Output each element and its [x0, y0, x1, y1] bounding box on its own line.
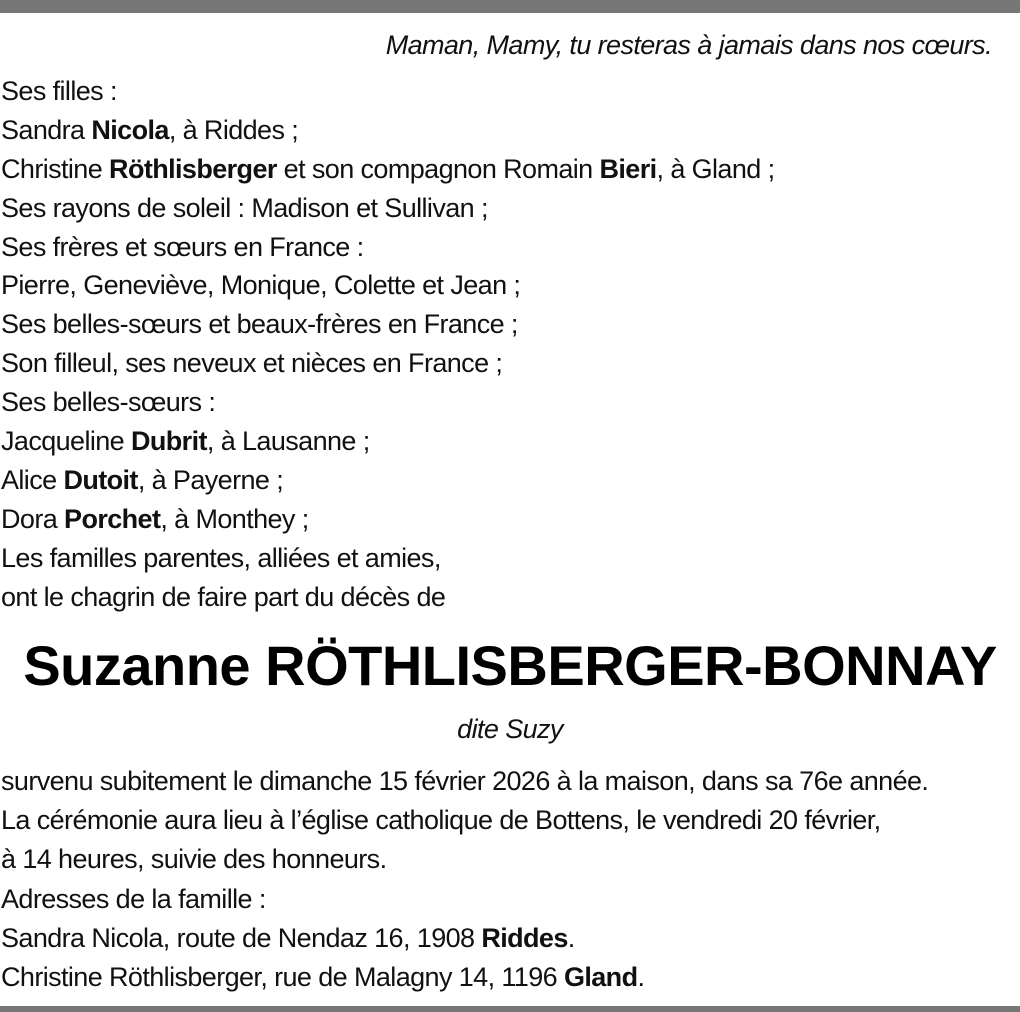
text-line [1, 305, 775, 344]
text-line [1, 383, 775, 422]
epigraph: Maman, Mamy, tu resteras à jamais dans nos cœurs. [385, 30, 992, 60]
bold-name: Nicola [91, 114, 169, 145]
text-run: . [567, 922, 575, 953]
bold-name: Dutoit [63, 464, 138, 495]
text-run: La cérémonie aura lieu à l’église catholique de Bottens, le vendredi 20 février, [1, 805, 881, 836]
text-run: Ses belles-sœurs et beaux-frères en France ; [1, 309, 518, 340]
text-line [1, 344, 775, 383]
text-line [1, 266, 775, 305]
text-run: Adresses de la famille : [1, 883, 266, 914]
text-run: Les familles parentes, alliées et amies, [1, 542, 441, 573]
text-run: Son filleul, ses neveux et nièces en France ; [1, 348, 503, 379]
text-run: et son compagnon Romain [276, 153, 600, 184]
bold-name: Röthlisberger [109, 153, 277, 184]
text-line [1, 539, 775, 578]
text-line [1, 150, 775, 189]
top-rule [0, 0, 1020, 13]
text-line [1, 461, 775, 500]
text-run: survenu subitement le dimanche 15 février 2026 à la maison, dans sa 76e année. [1, 766, 929, 796]
text-run: Dora [1, 503, 65, 534]
text-line [1, 422, 775, 461]
text-run: . [637, 961, 645, 992]
bold-name: Gland [563, 961, 638, 992]
text-line [1, 919, 928, 958]
bold-name: Porchet [64, 503, 161, 534]
nickname: dite Suzy [457, 714, 563, 744]
text-run: , à Monthey ; [160, 503, 309, 534]
text-line [1, 111, 775, 150]
text-run: Sandra Nicola, route de Nendaz 16, 1908 [1, 922, 482, 953]
family-list [1, 72, 775, 616]
text-run: à 14 heures, suivie des honneurs. [1, 844, 387, 875]
text-run: , à Payerne ; [137, 464, 284, 495]
text-line [1, 801, 928, 840]
text-line [1, 228, 775, 267]
text-run: Christine [1, 153, 110, 184]
text-run: Jacqueline [1, 426, 131, 457]
text-run: , à Lausanne ; [206, 426, 370, 457]
text-run: Ses rayons de soleil : Madison et Sullivan ; [1, 192, 488, 223]
text-run: Ses filles : [1, 76, 117, 106]
text-line [1, 840, 928, 879]
text-run: Pierre, Geneviève, Monique, Colette et Jean ; [1, 270, 521, 301]
deceased-name: Suzanne RÖTHLISBERGER-BONNAY [23, 634, 997, 697]
text-run: Alice [1, 464, 64, 495]
text-run: ont le chagrin de faire part du décès de [1, 581, 446, 612]
text-line [1, 72, 775, 111]
text-line [1, 500, 775, 539]
bottom-rule [0, 1006, 1020, 1012]
text-run: , à Gland ; [656, 153, 775, 184]
bold-name: Riddes [481, 922, 568, 953]
text-run: Ses belles-sœurs : [1, 387, 216, 418]
text-run: Christine Röthlisberger, rue de Malagny 14, 1196 [1, 961, 564, 992]
text-line [1, 880, 928, 919]
text-run: Ses frères et sœurs en France : [1, 231, 364, 262]
bold-name: Bieri [599, 153, 657, 184]
text-line [1, 578, 775, 617]
text-run: , à Riddes ; [168, 114, 299, 145]
ceremony-details [1, 762, 928, 997]
bold-name: Dubrit [131, 426, 207, 457]
text-run: Sandra [1, 114, 92, 145]
text-line [1, 762, 928, 801]
text-line [1, 189, 775, 228]
text-line [1, 958, 928, 997]
